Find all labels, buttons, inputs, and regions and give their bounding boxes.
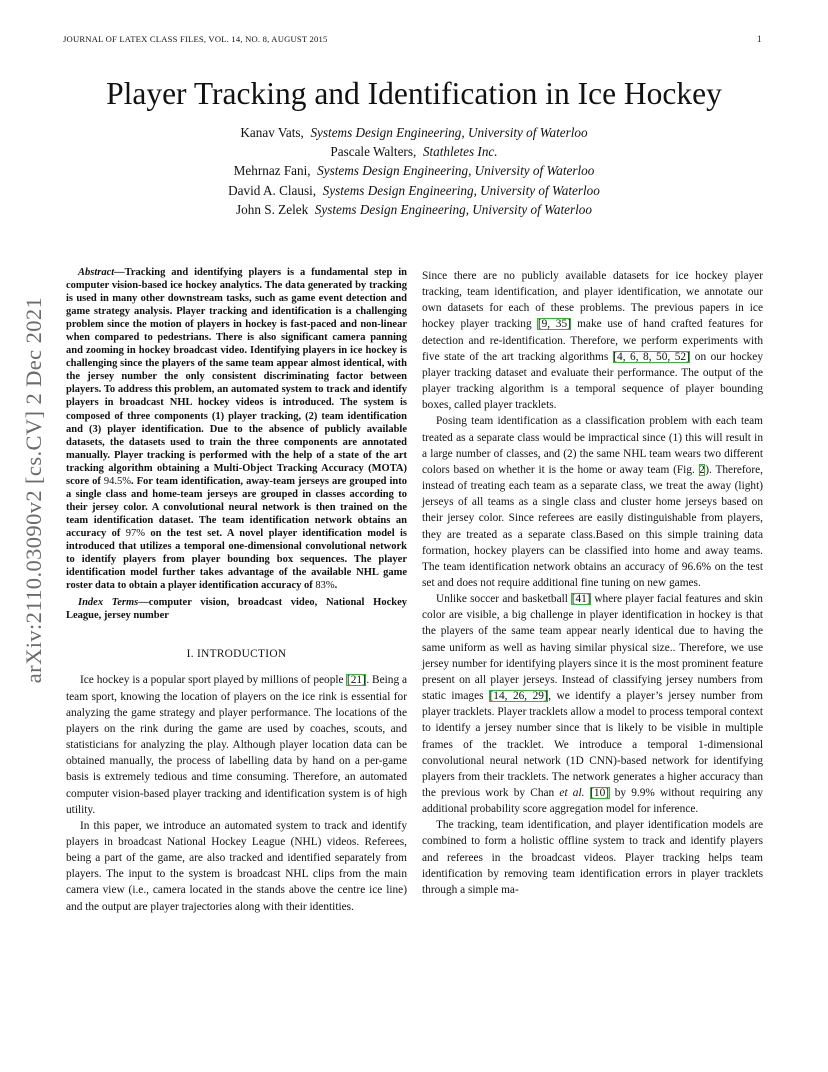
citation-link[interactable]: [14, 26, 29] (489, 690, 548, 703)
author-list (0, 123, 828, 219)
author-affiliation: Systems Design Engineering, University of Waterloo (317, 163, 595, 179)
index-terms-text: —computer vision, broadcast video, National Hockey League, jersey number (66, 597, 407, 622)
author-line (0, 123, 828, 142)
figure-link[interactable]: 2 (699, 463, 705, 476)
author-name: Pascale Walters, (330, 144, 417, 160)
section-heading: I. INTRODUCTION (186, 648, 287, 661)
body-paragraph (422, 591, 763, 817)
author-name: John S. Zelek (236, 201, 309, 217)
player-accuracy: 83% (315, 580, 335, 592)
author-name: David A. Clausi, (228, 182, 317, 198)
abstract (66, 266, 407, 592)
author-name: Kanav Vats, (240, 125, 304, 140)
body-text: ). Therefore, instead of treating each team as a separate class, we treat the away (light) jerseys of all teams as a single class and cluster home jerseys based on their jersey color. Since referees are easily distinguishable from players, they are treated as a separate class.Based on this simple training data formation, hockey players can be classified into home and away teams. The team identification network obtains an accuracy of (422, 463, 763, 573)
intro-paragraph (66, 672, 407, 817)
citation-link[interactable]: [10] (590, 787, 610, 799)
citation-link[interactable]: [4, 6, 8, 50, 52] (613, 350, 690, 363)
body-paragraph (422, 413, 763, 591)
citation-link[interactable]: [9, 35] (537, 318, 571, 331)
mota-score: 94.5% (103, 475, 132, 487)
body-text: without requiring any additional probability score aggregation model for inference. (422, 787, 764, 816)
abstract-paragraph (66, 266, 407, 592)
abstract-text: —Tracking and identifying players is a fundamental step in computer vision-based ice hockey analytics. The data generated by tracking is used in many other downstream tasks, such as game event detection and game strategy analysis. Player tracking and identification is a challenging problem since the motion of players in hockey is fast-paced and non-linear when compared to pedestrians. There is also significant camera panning and zooming in hockey broadcast video. Identifying players in ice hockey is challenging since the players of the same team appear almost identical, with the jersey number the only consistent discriminating factor between players. To address this problem, an automated system to track and identify players in broadcast NHL hockey videos is introduced. The system is composed of three components (1) player tracking, (2) team identification and (3) player identification. Due to the absence of publicly available datasets, the datasets used to train the three components are annotated manually. Player tracking is performed with the help of a state of the art tracking algorithm obtaining a Multi-Object Tracking Accuracy (MOTA) score of (66, 267, 407, 487)
author-affiliation: Systems Design Engineering, University of Waterloo (310, 125, 588, 140)
paper-title: Player Tracking and Identification in Ice Hockey (106, 76, 722, 111)
body-text: on the test set and does not require additional fine tuning on new games. (422, 560, 763, 589)
body-text: Unlike soccer and basketball (436, 593, 572, 606)
page-number: 1 (757, 34, 762, 44)
body-text: make use of hand crafted features for detection and re-identification. Therefore, we perform experiments with five state of the art tracking algorithms (422, 318, 763, 363)
body-text: where player facial features and skin color are visible, a big challenge in player identification in hockey is that the players of the same team appear nearly identical due to having the same uniform as well as having similar physical size.. Therefore, we use jersey number for identifying players since it is the most prominent feature present on all player jerseys. Instead of classifying jersey numbers from static images (422, 593, 763, 703)
abstract-lead: Abstract (78, 267, 115, 278)
index-terms-lead: Index Terms (78, 597, 139, 609)
arxiv-stamp (14, 290, 54, 690)
author-name: Mehrnaz Fani, (233, 163, 311, 179)
author-affiliation: Stathletes Inc. (422, 144, 498, 160)
author-line (0, 181, 828, 200)
body-text: Since there are no publicly available datasets for ice hockey player tracking, team identification, and player identification, we annotate our own datasets for each of these problems. The previous papers in ice hockey player tracking (422, 270, 763, 331)
citation-link[interactable]: [21] (346, 674, 366, 687)
arxiv-stamp-text: arXiv:2110.03090v2 [cs.CV] 2 Dec 2021 (21, 296, 46, 684)
running-head: JOURNAL OF LATEX CLASS FILES, VOL. 14, NO. 8, AUGUST 2015 (63, 34, 328, 44)
right-column (422, 268, 763, 898)
author-line (0, 142, 828, 161)
body-text: by (609, 787, 632, 799)
author-line (0, 161, 828, 180)
body-text: Ice hockey is a popular sport played by millions of people (80, 674, 347, 687)
body-paragraph (422, 268, 763, 413)
index-terms (66, 596, 407, 622)
body-paragraph: The tracking, team identification, and player identification models are combined to form a holistic offline system to track and identify players and referees in the broadcast videos. Player tracking helps team identification by removing team identification errors in player tracklets through a simple ma- (422, 819, 763, 896)
author-line (0, 200, 828, 219)
accuracy-gain: 9.9% (631, 787, 655, 799)
team-accuracy: 97% (125, 527, 145, 539)
author-affiliation: Systems Design Engineering, University of Waterloo (314, 201, 592, 217)
team-id-accuracy: 96.6% (681, 560, 712, 573)
left-column (66, 266, 407, 915)
author-affiliation: Systems Design Engineering, University of Waterloo (322, 182, 600, 198)
body-text: on our hockey player tracking dataset and evaluate their performance. The output of the player tracking algorithm is a temporal sequence of player bounding boxes, called player tracklets. (422, 350, 764, 412)
body-text: . Being a team sport, knowing the location of players on the ice rink is essential for analyzing the game strategy and player performance. The locations of the players on the rink during the game are used by coaches, scouts, and statisticians for analyzing the play. Although player location data can be obtained manually, the process of labelling data by hand on a per-game basis is extremely tedious and time consuming. Therefore, an automated computer vision-based player tracking and identification system is of high utility. (66, 674, 408, 816)
body-text: , we identify a player’s jersey number from player tracklets. Player tracklets allow a model to process temporal context to identify a jersey number since that is likely to be visible in multiple frames of the tracklet. We introduce a temporal 1-dimensional convolutional neural network (1D CNN)-based network for identifying players from their tracklets. The network generates a higher accuracy than the previous work by Chan (422, 690, 763, 799)
abstract-text: . (334, 580, 338, 592)
intro-paragraph: In this paper, we introduce an automated system to track and identify players in broadcast National Hockey League (NHL) videos. Referees, being a part of the game, are also tracked and identified separately from players. The input to the system is broadcast NHL clips from the main camera view (i.e., camera located in the stands above the centre ice line) and the output are player trajectories along with their identities. (66, 819, 407, 913)
body-text: Posing team identification as a classification problem with each team treated as a separate class would be impractical since (1) this will result in a large number of classes, and (2) the same NHL team wears two different colors based on whether it is the home or away team (Fig. (422, 415, 763, 476)
abstract-text: . For team identification, away-team jerseys are grouped into a single class and home-team jerseys are grouped in classes according to their jersey color. A convolutional neural network is then trained on the team identification dataset. The team identification network obtains an accuracy of (66, 475, 407, 539)
citation-link[interactable]: [41] (571, 593, 591, 606)
et-al: et al. (559, 787, 585, 799)
abstract-text: on the test set. A novel player identification model is introduced that utilizes a temporal one-dimensional convolutional network to identify players from player bounding box sequences. The player identification model further takes advantage of the available NHL game roster data to obtain a player identification accuracy of (66, 527, 407, 592)
